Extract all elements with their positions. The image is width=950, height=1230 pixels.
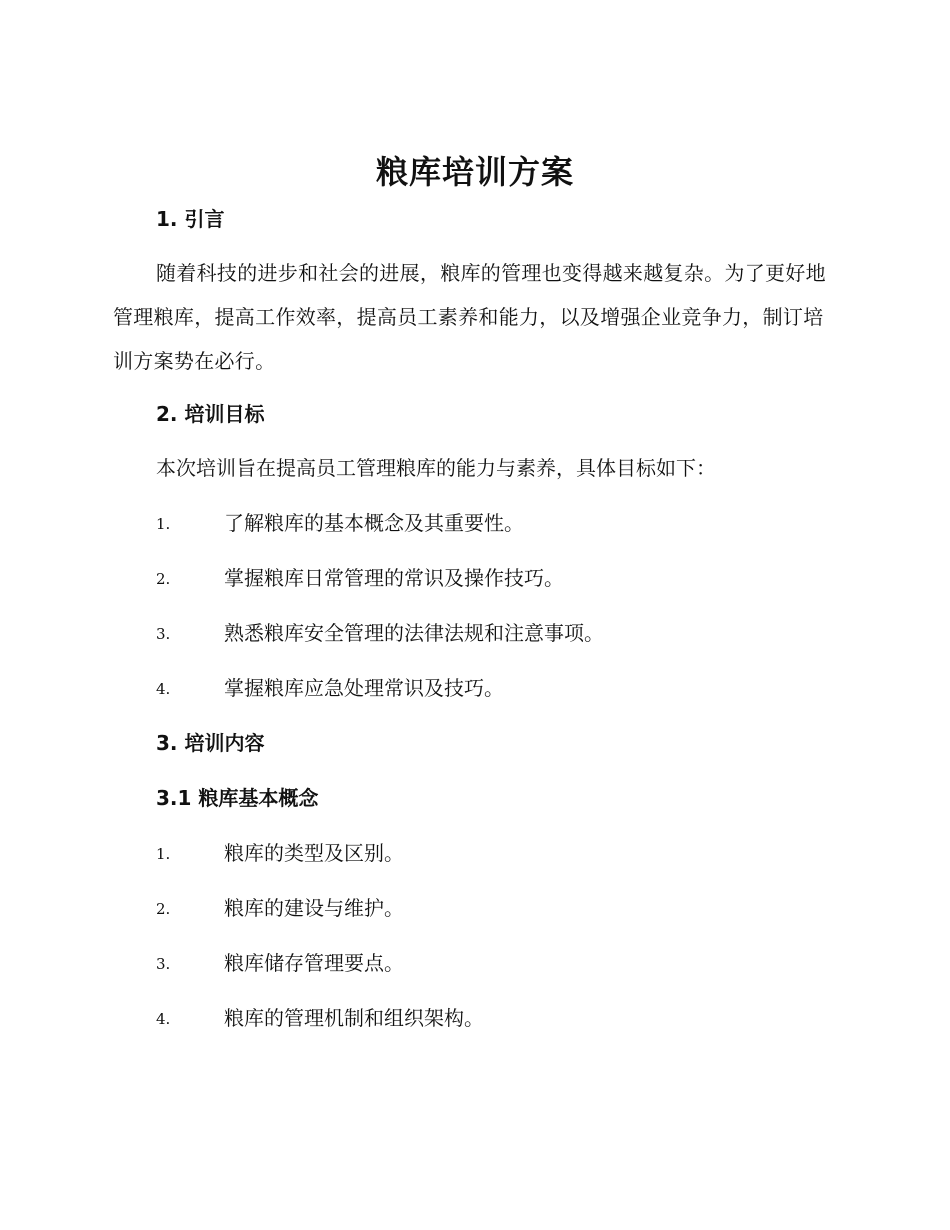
list-item-number: 4. (156, 680, 171, 698)
list-item-text: 熟悉粮库安全管理的法律法规和注意事项。 (224, 621, 604, 645)
list-item-text: 了解粮库的基本概念及其重要性。 (224, 511, 524, 535)
list-item-number: 2. (156, 900, 171, 918)
intro-paragraph: 随着科技的进步和社会的进展，粮库的管理也变得越来越复杂。为了更好地管理粮库，提高工作效率，提高员工素养和能力，以及增强企业竞争力，制订培训方案势在必行。 (113, 261, 826, 373)
list-item-text: 掌握粮库日常管理的常识及操作技巧。 (224, 566, 564, 590)
list-item-number: 4. (156, 1010, 171, 1028)
list-item-number: 2. (156, 570, 171, 588)
list-item-text: 粮库的类型及区别。 (224, 841, 404, 865)
section-heading-intro: 1. 引言 (156, 207, 225, 231)
section-heading-goals: 2. 培训目标 (156, 402, 265, 426)
list-item-number: 1. (156, 845, 171, 863)
subsection-heading-basic-concepts: 3.1 粮库基本概念 (156, 786, 319, 810)
list-item-text: 掌握粮库应急处理常识及技巧。 (224, 676, 504, 700)
list-item-text: 粮库储存管理要点。 (224, 951, 404, 975)
list-item-number: 3. (156, 625, 171, 643)
list-item-text: 粮库的管理机制和组织架构。 (224, 1006, 484, 1030)
section-heading-content: 3. 培训内容 (156, 731, 265, 755)
list-item-text: 粮库的建设与维护。 (224, 896, 404, 920)
document-title: 粮库培训方案 (375, 153, 574, 191)
list-item-number: 3. (156, 955, 171, 973)
list-item-number: 1. (156, 515, 171, 533)
goals-lead-text: 本次培训旨在提高员工管理粮库的能力与素养，具体目标如下： (156, 456, 716, 480)
